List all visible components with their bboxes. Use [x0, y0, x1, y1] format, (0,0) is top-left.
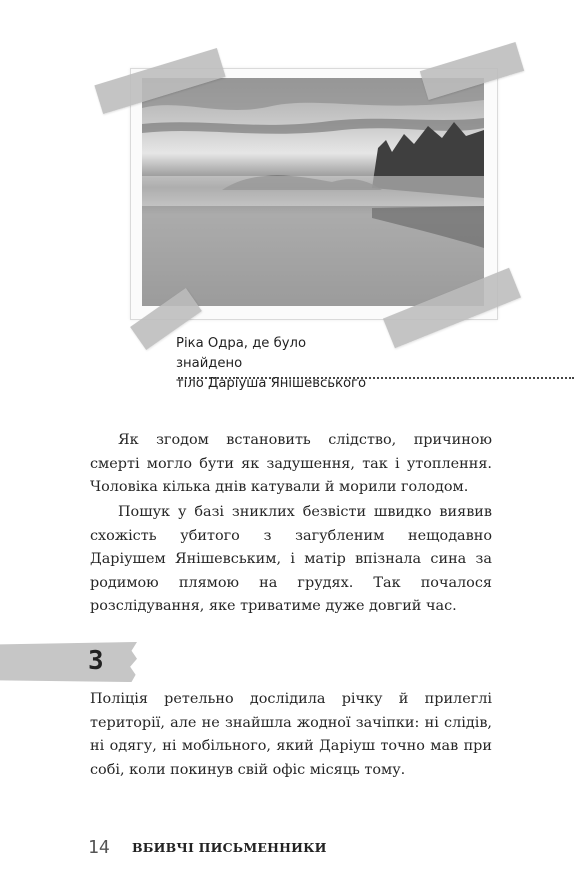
body-paragraph: Пошук у базі зниклих безвісти швидко виявив схожість убитого з загубленим нещодавно Даріушем Янішевським, і матір впізнала сина за родимою плямою на грудях. Так почалося розслідування, яке триватиме дуже довгий час.	[90, 504, 492, 614]
caption-line: Ріка Одра, де було знайдено	[176, 336, 307, 371]
section-number: 3	[88, 646, 104, 676]
caption-line: тіло Даріуша Янішевського	[176, 376, 367, 391]
page-number: 14	[88, 837, 110, 858]
running-title: ВБИВЧІ ПИСЬМЕННИКИ	[132, 840, 327, 855]
river-photo	[142, 78, 484, 306]
section-paragraph: Поліція ретельно дослідила річку й прилеглі території, але не знайшла жодної зачіпки: ні слідів, ні одягу, ні мобільного, який Даріуш точно мав при собі, коли покинув свій офіс місяць тому.	[90, 691, 492, 778]
section-tape	[0, 642, 137, 682]
caption-divider	[178, 377, 574, 379]
photo-caption	[176, 334, 376, 394]
body-paragraph: Як згодом встановить слідство, причиною смерті могло бути як задушення, так і утоплення. Чоловіка кілька днів катували й морили голодом.	[90, 432, 492, 495]
